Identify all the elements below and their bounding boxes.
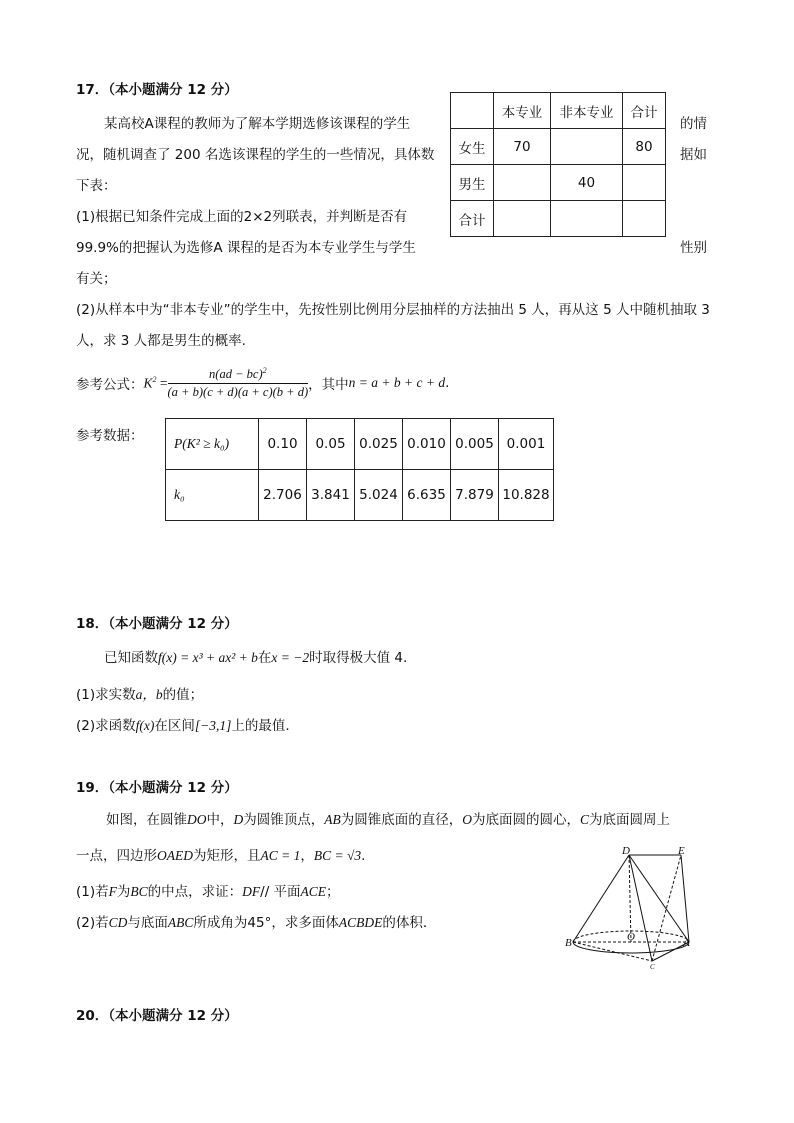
label-b: B: [565, 937, 572, 949]
q19-line1: [106, 808, 670, 828]
q17-line2: 况，随机调查了 200 名选该课程的学生的一些情况，具体数: [76, 147, 435, 163]
table-row-label: k₀: [166, 470, 259, 521]
formula-n: n = a + b + c + d: [348, 375, 446, 391]
table-row-label: 女生: [451, 129, 494, 165]
q19-var: DO: [187, 812, 207, 827]
table-row: [451, 129, 666, 165]
q19-line2: [76, 844, 365, 864]
q19-text: // 平面: [260, 884, 301, 900]
q19-text: 为底面圆的圆心，: [472, 812, 580, 828]
q17-line3: 下表：: [76, 178, 117, 194]
label-c: C: [650, 963, 655, 970]
q19-text: 为底面圆周上: [589, 812, 671, 828]
contingency-table: [450, 92, 666, 237]
q17-part1-line1: (1)根据已知条件完成上面的2×2列联表，并判断是否有: [76, 209, 408, 225]
reference-data-table: [165, 418, 554, 521]
label-o: O: [627, 931, 635, 943]
q18-heading: 18．（本小题满分 12 分）: [76, 616, 238, 632]
table-cell: [551, 201, 623, 237]
q19-text: 一点，四边形: [76, 848, 157, 864]
q18-stem: [104, 646, 407, 666]
q18-part2-func: f(x): [135, 718, 155, 733]
table-row-label: 男生: [451, 165, 494, 201]
q19-heading: 19．（本小题满分 12 分）: [76, 780, 238, 796]
label-e: E: [678, 845, 685, 857]
table-cell: 2.706: [259, 470, 307, 521]
table-header: 合计: [623, 93, 666, 129]
q19-text: 中，: [206, 812, 234, 828]
q18-part2-text: (2)求函数: [76, 718, 136, 734]
q17-line1: 某高校A课程的教师为了解本学期选修该课程的学生: [104, 116, 411, 132]
table-cell: 3.841: [307, 470, 355, 521]
q19-var: BC: [130, 884, 148, 899]
formula-end: .: [445, 375, 450, 392]
q20-heading: 20．（本小题满分 12 分）: [76, 1008, 238, 1024]
q17-heading: 17．（本小题满分 12 分）: [76, 82, 238, 98]
q18-part1-text: 的值；: [162, 687, 204, 703]
q19-var: O: [462, 812, 472, 827]
table-cell: [551, 129, 623, 165]
edge-ea: [681, 855, 689, 942]
table-cell: 6.635: [403, 470, 451, 521]
q19-var: DF: [242, 884, 261, 899]
q19-part1: [76, 880, 340, 900]
reference-formula: [76, 366, 449, 400]
table-header: 非本专业: [551, 93, 623, 129]
q17-part1-line3: 有关；: [76, 271, 117, 287]
q19-var: OAED: [157, 848, 193, 863]
q19-var: AB: [324, 812, 341, 827]
table-row: [166, 419, 554, 470]
table-cell: 0.025: [355, 419, 403, 470]
q18-function: f(x) = x³ + ax² + b: [158, 650, 258, 665]
q18-stem-text: 在: [257, 650, 272, 666]
table-row-label: 合计: [451, 201, 494, 237]
q19-text: 的中点，求证：: [147, 884, 243, 900]
data-label: 参考数据：: [76, 428, 144, 444]
q17-part1-line2-tail: 性别: [680, 240, 707, 256]
edge-db: [573, 855, 629, 942]
formula-num-exp: 2: [262, 366, 267, 375]
q19-text: 的体积．: [382, 915, 437, 931]
q19-text: ，: [300, 848, 314, 864]
formula-label: 参考公式：: [76, 377, 144, 394]
q18-part2: [76, 714, 290, 734]
edge-ce: [652, 855, 681, 961]
q18-part1: [76, 683, 203, 703]
q19-var: ACE: [300, 884, 327, 899]
table-cell: [623, 201, 666, 237]
formula-fraction: [168, 366, 309, 400]
cone-figure: [560, 845, 700, 970]
table-row: [451, 165, 666, 201]
table-cell: [494, 165, 551, 201]
table-header: 本专业: [494, 93, 551, 129]
q19-text: .: [361, 848, 366, 864]
q18-interval: [−3,1]: [194, 718, 232, 733]
table-cell: 7.879: [451, 470, 499, 521]
q17-line2-tail: 据如: [680, 147, 707, 163]
table-cell: 0.001: [499, 419, 554, 470]
q17-part2-line1: (2)从样本中为“非本专业”的学生中，先按性别比例用分层抽样的方法抽出 5 人，再从这 5 人中随机抽取 3: [76, 302, 710, 318]
table-row: [451, 201, 666, 237]
table-cell: 80: [623, 129, 666, 165]
table-row-label: P(K² ≥ k₀): [166, 419, 259, 470]
q19-text: 如图，在圆锥: [106, 812, 187, 828]
q17-part1-line2: 99.9%的把握认为选修A 课程的是否为本专业学生与学生: [76, 240, 416, 256]
table-cell: 10.828: [499, 470, 554, 521]
formula-num-text: n(ad − bc): [209, 367, 263, 382]
table-cell: 0.005: [451, 419, 499, 470]
q18-part1-text: (1)求实数: [76, 687, 136, 703]
q19-text: 为: [116, 884, 131, 900]
q19-var: AC = 1: [260, 848, 301, 863]
q19-text: 为圆锥顶点，: [243, 812, 325, 828]
q19-var: ACBDE: [338, 915, 383, 930]
q19-var: F: [108, 884, 117, 899]
q19-var: CD: [108, 915, 128, 930]
q19-text: 与底面: [127, 915, 168, 931]
q19-text: 为矩形，且: [193, 848, 261, 864]
q19-var: D: [233, 812, 244, 827]
q19-var: C: [580, 812, 590, 827]
q19-text: 为圆锥底面的直径，: [340, 812, 463, 828]
edge-do: [629, 855, 631, 942]
q17-part2-line2: 人，求 3 人都是男生的概率.: [76, 333, 246, 349]
q19-text: 所成角为45°，求多面体: [193, 915, 339, 931]
table-header-row: [451, 93, 666, 129]
q18-part2-text: 在区间: [154, 718, 195, 734]
formula-denominator: (a + b)(c + d)(a + c)(b + d): [167, 385, 309, 400]
q18-part1-vars: a，b: [135, 687, 163, 702]
table-cell: 40: [551, 165, 623, 201]
table-cell: [623, 165, 666, 201]
q19-part2: [76, 911, 436, 931]
q18-part2-text: 上的最值.: [231, 718, 290, 734]
label-d: D: [622, 845, 630, 857]
table-cell: [451, 93, 494, 129]
q19-var: BC = √3: [313, 848, 362, 863]
q19-var: ABC: [167, 915, 194, 930]
q19-text: (2)若: [76, 915, 109, 931]
table-cell: 0.010: [403, 419, 451, 470]
formula-numerator: [168, 366, 309, 384]
q17-line1-tail: 的情: [680, 116, 707, 132]
edge-bc: [573, 942, 652, 961]
table-cell: 5.024: [355, 470, 403, 521]
formula-k-exp: 2: [152, 374, 157, 384]
q18-stem-text: 已知函数: [104, 650, 158, 666]
formula-tail: ，其中: [308, 377, 349, 394]
q19-text: ；: [326, 884, 340, 900]
formula-k: K: [143, 375, 153, 391]
formula-lhs: $K^2$ =: [143, 374, 168, 391]
table-cell: 0.05: [307, 419, 355, 470]
table-cell: 70: [494, 129, 551, 165]
q18-stem-text: 时取得极大值 4.: [309, 650, 408, 666]
table-cell: 0.10: [259, 419, 307, 470]
q19-text: (1)若: [76, 884, 109, 900]
table-cell: [494, 201, 551, 237]
label-a: A: [683, 937, 690, 949]
q18-x-value: x = −2: [271, 650, 310, 665]
table-row: [166, 470, 554, 521]
